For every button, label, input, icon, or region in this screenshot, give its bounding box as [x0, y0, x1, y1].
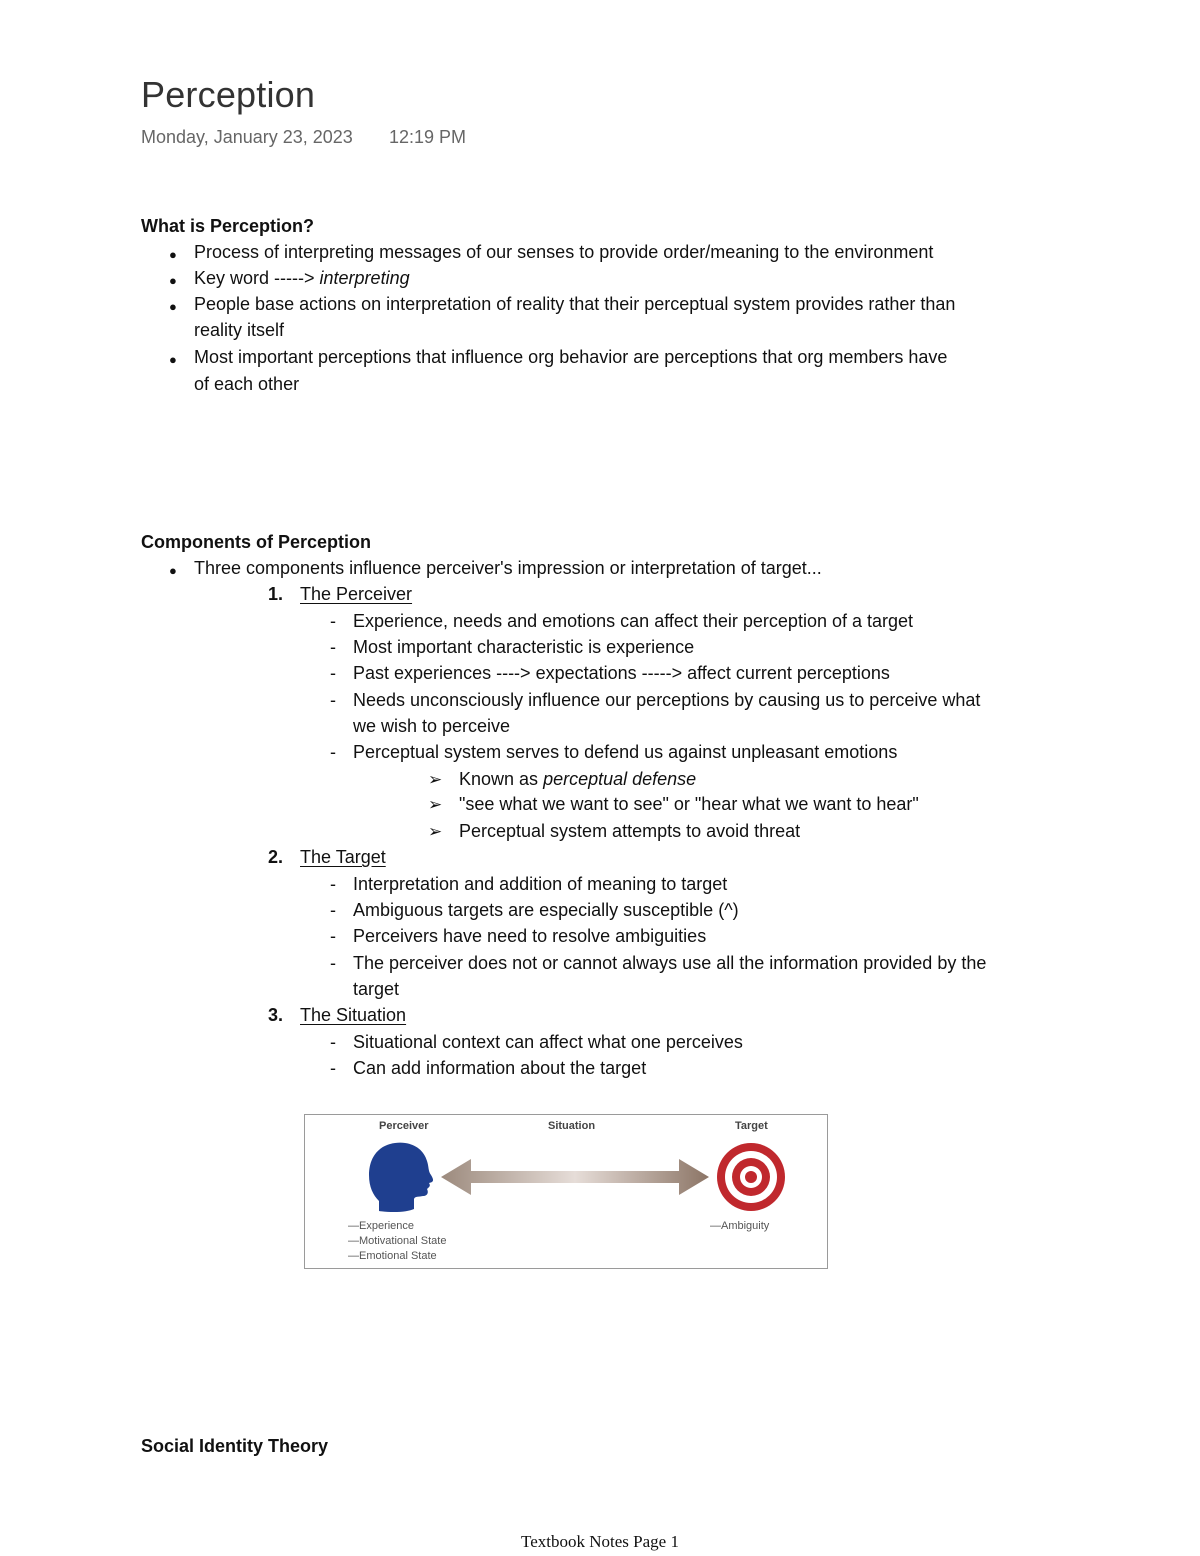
list-number: 2. — [268, 847, 284, 867]
list-number: 1. — [268, 584, 284, 604]
dash-marker: - — [330, 926, 336, 946]
dash-marker: - — [330, 953, 336, 973]
bullet-icon: ● — [169, 247, 177, 262]
list-item: People base actions on interpretation of reality that their perceptual system provides rather than — [194, 294, 956, 314]
diagram-target-label: Target — [735, 1120, 768, 1132]
dash-marker: - — [330, 1032, 336, 1052]
bullet-icon: ● — [169, 563, 177, 578]
bullet-icon: ● — [169, 352, 177, 367]
diagram-perceiver-label: Perceiver — [379, 1120, 429, 1132]
list-item: Can add information about the target — [353, 1058, 647, 1078]
dash-marker: - — [330, 663, 336, 683]
arrowhead-bullet-icon: ➢ — [428, 822, 443, 841]
component-label-situation: The Situation — [300, 1005, 407, 1025]
bullet-icon: ● — [169, 273, 177, 288]
list-item: Needs unconsciously influence our perceptions by causing us to perceive what — [353, 690, 981, 710]
section-heading-components: Components of Perception — [141, 532, 372, 552]
page-title: Perception — [141, 74, 316, 115]
list-item: Perceptual system serves to defend us against unpleasant emotions — [353, 742, 898, 762]
list-item: Process of interpreting messages of our senses to provide order/meaning to the environment — [194, 242, 934, 262]
diagram-situation-label: Situation — [548, 1120, 596, 1132]
keyword-emphasis: interpreting — [319, 268, 410, 288]
section-heading-what-is-perception: What is Perception? — [141, 216, 315, 236]
section-heading-social-identity: Social Identity Theory — [141, 1436, 329, 1456]
component-label-target: The Target — [300, 847, 386, 867]
arrowhead-bullet-icon: ➢ — [428, 795, 443, 814]
sub-list-item: Perceptual system attempts to avoid threat — [459, 821, 801, 841]
perception-diagram — [304, 1114, 828, 1269]
dash-marker: - — [330, 742, 336, 762]
list-item: Three components influence perceiver's impression or interpretation of target... — [194, 558, 822, 578]
perceiver-factors-list — [348, 1219, 446, 1264]
perceiver-factor: —Emotional State — [348, 1250, 437, 1262]
list-item: Ambiguous targets are especially susceptible (^) — [353, 900, 739, 920]
list-item: Experience, needs and emotions can affect their perception of a target — [353, 611, 914, 631]
page-date: Monday, January 23, 2023 — [141, 127, 353, 147]
list-item: The perceiver does not or cannot always use all the information provided by the — [353, 953, 987, 973]
list-item-continued: of each other — [194, 374, 300, 394]
page-time: 12:19 PM — [389, 127, 467, 147]
target-bullseye-icon — [715, 1141, 787, 1213]
dash-marker: - — [330, 1058, 336, 1078]
list-item-continued: target — [353, 979, 400, 999]
list-item: Perceivers have need to resolve ambiguities — [353, 926, 707, 946]
arrowhead-bullet-icon: ➢ — [428, 770, 443, 789]
keyword-prefix: Key word -----> — [194, 268, 320, 288]
list-item: Situational context can affect what one perceives — [353, 1032, 743, 1052]
dash-marker: - — [330, 900, 336, 920]
list-item: Most important characteristic is experience — [353, 637, 695, 657]
list-item: Past experiences ----> expectations -----> affect current perceptions — [353, 663, 890, 683]
list-number: 3. — [268, 1005, 284, 1025]
target-factor: —Ambiguity — [710, 1220, 770, 1232]
component-label-perceiver: The Perceiver — [300, 584, 413, 604]
list-item-continued: reality itself — [194, 320, 285, 340]
target-factors-list — [710, 1219, 769, 1234]
dash-marker: - — [330, 611, 336, 631]
list-item-continued: we wish to perceive — [353, 716, 511, 736]
dash-marker: - — [330, 874, 336, 894]
sub-list-item: "see what we want to see" or "hear what we want to hear" — [459, 794, 919, 814]
page-footer: Textbook Notes Page 1 — [521, 1532, 679, 1551]
list-item: Interpretation and addition of meaning to target — [353, 874, 728, 894]
perceiver-factor: —Motivational State — [348, 1235, 447, 1247]
bullet-icon: ● — [169, 299, 177, 314]
list-item: Most important perceptions that influence org behavior are perceptions that org members have — [194, 347, 948, 367]
perceiver-factor: —Experience — [348, 1220, 415, 1232]
dash-marker: - — [330, 690, 336, 710]
list-item — [194, 268, 410, 289]
perceptual-defense-term: perceptual defense — [543, 769, 697, 789]
dash-marker: - — [330, 637, 336, 657]
sub-list-item — [459, 769, 696, 790]
known-as-prefix: Known as — [459, 769, 544, 789]
double-arrow-icon — [439, 1155, 711, 1199]
head-silhouette-icon — [365, 1141, 437, 1217]
